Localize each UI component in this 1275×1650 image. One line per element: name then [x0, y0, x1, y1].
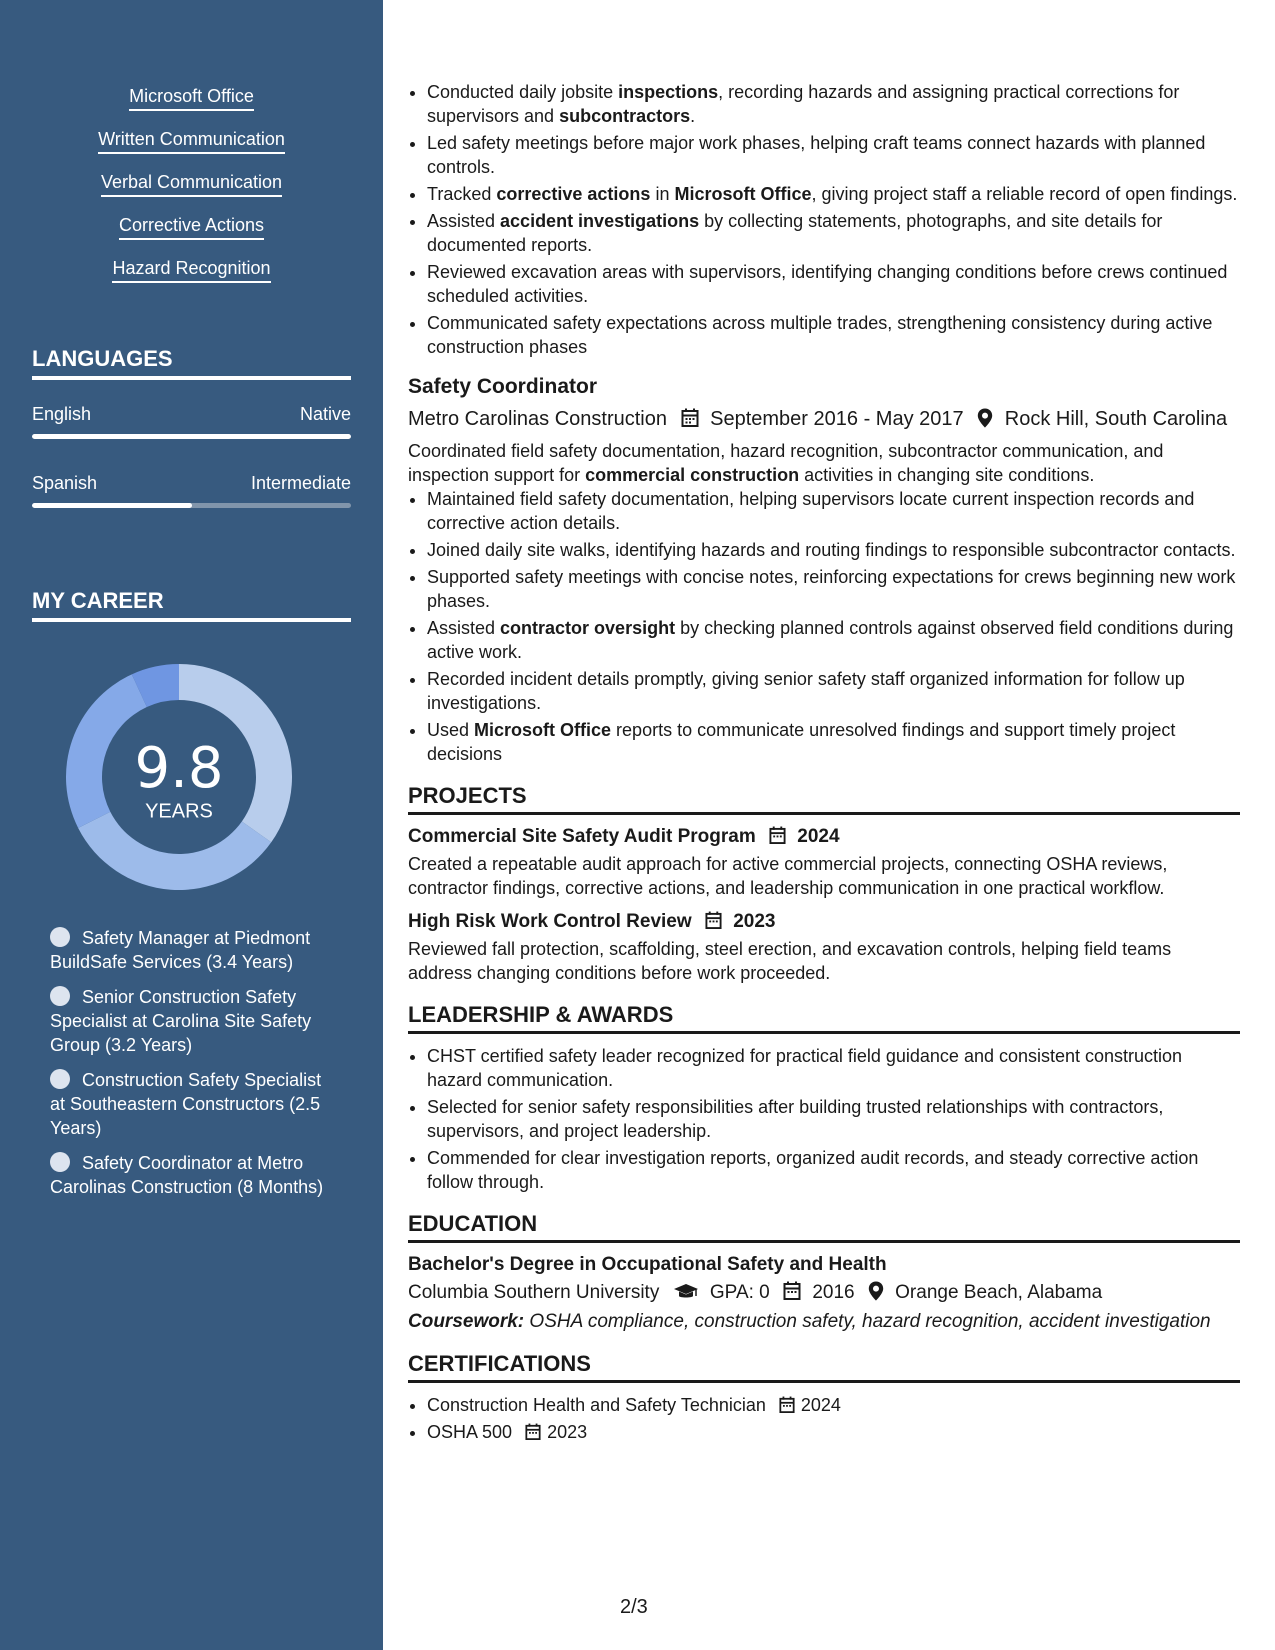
- language-name: English: [32, 404, 92, 424]
- bold-keyword: Microsoft Office: [674, 184, 812, 204]
- degree-title: Bachelor's Degree in Occupational Safety and Health: [408, 1254, 887, 1275]
- language-proficiency-bar: [32, 434, 351, 439]
- career-legend-label: Senior Construction Safety Specialist at Carolina Site Safety Group (3.2 Years): [50, 987, 312, 1055]
- project-title-row: [408, 825, 1240, 849]
- bold-keyword: contractor oversight: [500, 618, 676, 638]
- text-run: Joined daily site walks, identifying hazards and routing findings to responsible subcontractor contacts.: [427, 540, 1236, 560]
- job-title: Safety Coordinator: [408, 375, 598, 398]
- text-run: by checking planned controls against observed field conditions during active work.: [427, 618, 1234, 662]
- calendar-icon: [783, 1281, 801, 1301]
- job-meta: [408, 405, 1240, 433]
- certifications-list: [408, 1393, 1240, 1444]
- certification-name: OSHA 500: [427, 1422, 513, 1442]
- calendar-icon: [525, 1423, 541, 1441]
- text-run: , recording hazards and assigning practical corrections for supervisors and: [427, 82, 1180, 126]
- text-run: .: [690, 106, 696, 126]
- leadership-heading: LEADERSHIP & AWARDS: [408, 1003, 1240, 1034]
- languages-heading: LANGUAGES: [32, 346, 351, 380]
- text-run: Maintained field safety documentation, helping supervisors locate current inspection records and corrective action details.: [427, 489, 1195, 533]
- legend-dot: [50, 986, 70, 1006]
- bold-keyword: inspections: [618, 82, 719, 102]
- text-run: Assisted: [427, 211, 501, 231]
- language-row: [32, 404, 351, 425]
- career-total-unit: YEARS: [145, 800, 213, 823]
- legend-dot: [50, 927, 70, 947]
- certifications-heading: CERTIFICATIONS: [408, 1352, 1240, 1383]
- job-location: Rock Hill, South Carolina: [1004, 408, 1228, 430]
- bullet-item: [427, 718, 1240, 766]
- calendar-icon: [769, 826, 786, 845]
- coursework-label: Coursework:: [408, 1311, 525, 1332]
- location-pin-icon: [868, 1281, 884, 1301]
- job-bullets: [408, 487, 1240, 766]
- text-run: Assisted: [427, 618, 501, 638]
- skill-item: Corrective Actions: [119, 215, 264, 240]
- project-title: Commercial Site Safety Audit Program: [408, 826, 756, 847]
- text-run: Tracked: [427, 184, 497, 204]
- bullet-item: [427, 80, 1240, 128]
- skill-item: Hazard Recognition: [112, 258, 270, 283]
- career-legend: [50, 926, 340, 1210]
- project-description: Created a repeatable audit approach for active commercial projects, connecting OSHA reviews, contractor findings, corrective actions, and leadership communication in one practical workflow.: [408, 854, 1168, 898]
- career-heading: MY CAREER: [32, 588, 351, 622]
- previous-job-bullets: [408, 80, 1240, 359]
- certification-item: [427, 1393, 1240, 1417]
- bullet-item: • Selected for senior safety responsibilities after building trusted relationships with contractors, supervisors, and project leadership.: [427, 1095, 1240, 1143]
- language-proficiency-bar: [32, 503, 351, 508]
- language-proficiency-fill: [32, 434, 351, 439]
- graduation-cap-icon: [673, 1283, 699, 1301]
- main-content: [408, 80, 1240, 1447]
- bold-keyword: accident investigations: [500, 211, 700, 231]
- bullet-item: [427, 182, 1240, 206]
- school-location: Orange Beach, Alabama: [895, 1282, 1103, 1303]
- career-legend-label: Construction Safety Specialist at Southeastern Constructors (2.5 Years): [50, 1070, 322, 1138]
- leadership-bullets: [408, 1044, 1240, 1194]
- skill-item: Microsoft Office: [129, 86, 254, 111]
- text-run: in: [650, 184, 675, 204]
- career-legend-item: [50, 1068, 340, 1140]
- language-proficiency-fill: [32, 503, 192, 508]
- career-legend-item: [50, 926, 340, 974]
- location-pin-icon: [977, 408, 993, 428]
- calendar-icon: [681, 408, 699, 428]
- certification-year: 2024: [800, 1395, 841, 1415]
- bullet-item: • CHST certified safety leader recognized for practical field guidance and consistent construction hazard communication.: [427, 1044, 1240, 1092]
- project-description: Reviewed fall protection, scaffolding, steel erection, and excavation controls, helping field teams address changing conditions before work proceeded.: [408, 939, 1172, 983]
- certification-year: 2023: [547, 1422, 588, 1442]
- company-name: Metro Carolinas Construction: [408, 408, 667, 430]
- donut-segment-2: [78, 812, 271, 890]
- bold-keyword: subcontractors: [559, 106, 691, 126]
- text-run: Conducted daily jobsite: [427, 82, 619, 102]
- bold-keyword: commercial construction: [585, 465, 800, 485]
- skills-list: [0, 86, 383, 301]
- bold-keyword: corrective actions: [496, 184, 651, 204]
- certification-item: [427, 1420, 1240, 1444]
- text-run: , giving project staff a reliable record of open findings.: [811, 184, 1238, 204]
- gpa: GPA: 0: [709, 1282, 770, 1303]
- bullet-item: [427, 565, 1240, 613]
- career-legend-label: Safety Manager at Piedmont BuildSafe Services (3.4 Years): [50, 928, 311, 972]
- graduation-year: 2016: [812, 1282, 855, 1303]
- bullet-item: [427, 260, 1240, 308]
- certification-name: Construction Health and Safety Technician: [427, 1395, 766, 1415]
- text-run: by collecting statements, photographs, and site details for documented reports.: [427, 211, 1163, 255]
- language-row: [32, 473, 351, 494]
- text-run: Used: [427, 720, 475, 740]
- job-summary: [408, 439, 1240, 487]
- bullet-item: [427, 487, 1240, 535]
- calendar-icon: [705, 911, 722, 930]
- page-number: 2/3: [620, 1596, 648, 1618]
- text-run: Coordinated field safety documentation, hazard recognition, subcontractor communication, and inspection support for: [408, 441, 1164, 485]
- text-run: Recorded incident details promptly, giving senior safety staff organized information for follow up investigations.: [427, 669, 1185, 713]
- coursework-text: OSHA compliance, construction safety, hazard recognition, accident investigation: [524, 1311, 1211, 1332]
- education-meta: [408, 1279, 1240, 1307]
- career-legend-label: Safety Coordinator at Metro Carolinas Construction (8 Months): [50, 1153, 324, 1197]
- sidebar: [0, 0, 383, 1650]
- bullet-item: [427, 538, 1240, 562]
- text-run: activities in changing site conditions.: [799, 465, 1095, 485]
- project-year: 2024: [797, 826, 840, 847]
- school-name: Columbia Southern University: [408, 1282, 660, 1303]
- bullet-item: • Commended for clear investigation reports, organized audit records, and steady corrective action follow through.: [427, 1146, 1240, 1194]
- career-legend-item: [50, 1151, 340, 1199]
- text-run: Communicated safety expectations across multiple trades, strengthening consistency during active construction phases: [427, 313, 1213, 357]
- bullet-item: [427, 131, 1240, 179]
- projects-heading: PROJECTS: [408, 784, 1240, 815]
- project-year: 2023: [733, 911, 776, 932]
- job-dates: September 2016 - May 2017: [710, 408, 964, 430]
- text-run: reports to communicate unresolved findings and support timely project decisions: [427, 720, 1176, 764]
- skill-item: Verbal Communication: [101, 172, 282, 197]
- project-title: High Risk Work Control Review: [408, 911, 692, 932]
- bullet-item: [427, 209, 1240, 257]
- career-legend-item: [50, 985, 340, 1057]
- education-heading: EDUCATION: [408, 1212, 1240, 1243]
- career-total-years: 9.8: [134, 736, 224, 802]
- bullet-item: [427, 616, 1240, 664]
- career-donut-chart: [66, 664, 292, 890]
- text-run: Led safety meetings before major work phases, helping craft teams connect hazards with planned controls.: [427, 133, 1206, 177]
- project-title-row: [408, 910, 1240, 934]
- legend-dot: [50, 1152, 70, 1172]
- language-name: Spanish: [32, 473, 98, 493]
- language-level: Intermediate: [250, 473, 351, 493]
- legend-dot: [50, 1069, 70, 1089]
- text-run: Supported safety meetings with concise notes, reinforcing expectations for crews beginning new work phases.: [427, 567, 1236, 611]
- language-level: Native: [299, 404, 351, 424]
- coursework: [408, 1310, 1240, 1334]
- bullet-item: [427, 667, 1240, 715]
- bullet-item: [427, 311, 1240, 359]
- bold-keyword: Microsoft Office: [474, 720, 612, 740]
- text-run: Reviewed excavation areas with supervisors, identifying changing conditions before crews continued scheduled activities.: [427, 262, 1228, 306]
- skill-item: Written Communication: [98, 129, 285, 154]
- calendar-icon: [779, 1396, 795, 1414]
